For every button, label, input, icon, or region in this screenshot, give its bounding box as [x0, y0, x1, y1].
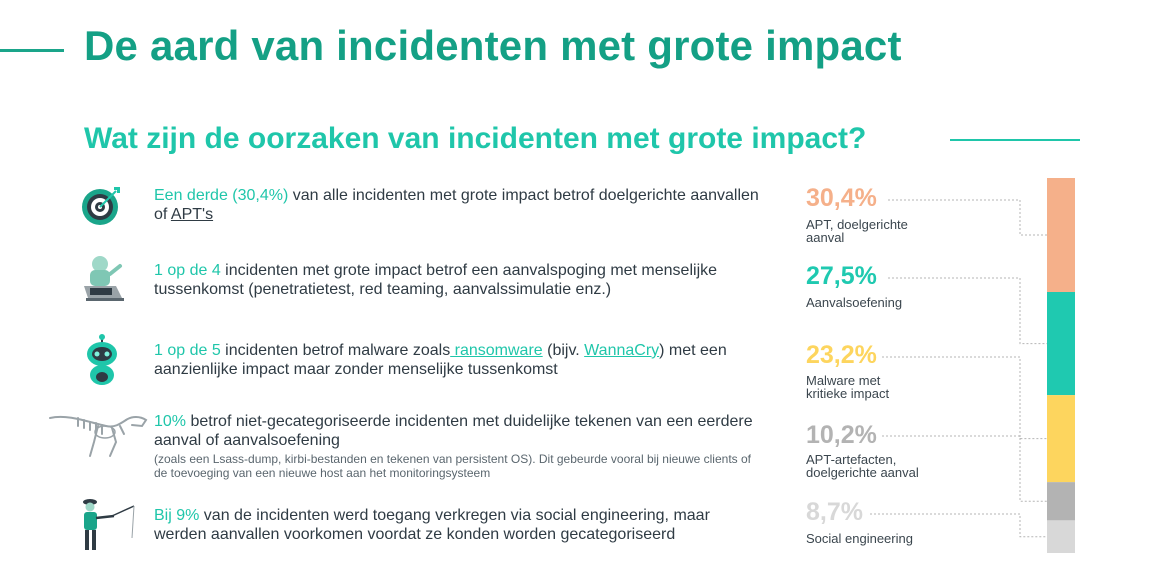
value-label: 23,2%: [806, 341, 877, 369]
item-text: (bijv.: [542, 342, 585, 359]
category-label: APT-artefacten, doelgerichte aanval: [806, 452, 919, 480]
bar-segment: [1047, 292, 1075, 395]
item-footnote: (zoals een Lsass-dump, kirbi-bestanden en tekenen van persistent OS). Dit gebeurde vooral bij nieuwe clients of de toevoeging van een nieuwe host aan het monitoringsysteem: [154, 452, 751, 480]
item-text: van de incidenten werd toegang verkregen via social engineering, maar werden aanvallen voorkomen voordat ze konden worden gecategoriseerd: [154, 507, 710, 543]
item-highlight: Een derde (30,4%): [154, 187, 289, 204]
bar-segment: [1047, 482, 1075, 520]
category-label: APT, doelgerichte aanval: [806, 217, 908, 245]
item-text: betrof niet-gecategoriseerde incidenten met duidelijke tekenen van een eerdere aanval of aanvalsoefening: [154, 413, 753, 449]
ransomware-link[interactable]: ransomware: [450, 342, 543, 359]
wannacry-link[interactable]: WannaCry: [584, 342, 660, 359]
item-text: incidenten betrof malware zoals: [220, 342, 451, 359]
value-label: 27,5%: [806, 262, 877, 290]
item-highlight: 10%: [154, 413, 187, 430]
leader-line: [888, 278, 1047, 344]
category-label: Malware met kritieke impact: [806, 373, 890, 401]
item-highlight: 1 op de 4: [154, 262, 221, 279]
item-highlight: Bij 9%: [154, 507, 200, 524]
item-text: van alle incidenten met grote impact betrof doelgerichte aanvallen of: [154, 187, 759, 223]
value-label: 30,4%: [806, 184, 877, 212]
item-highlight: 1 op de 5: [154, 342, 221, 359]
value-label: 10,2%: [806, 421, 877, 449]
item-text: ) met een aanzienlijke impact maar zonder menselijke tussenkomst: [154, 342, 727, 378]
page-subtitle: Wat zijn de oorzaken van incidenten met grote impact?: [84, 122, 867, 155]
bar-segment: [1047, 395, 1075, 482]
item-text: incidenten met grote impact betrof een aanvalspoging met menselijke tussenkomst (penetratietest, red teaming, aanvalssimulatie enz.): [154, 262, 718, 298]
leader-line: [888, 200, 1047, 235]
apt-link[interactable]: APT's: [170, 206, 214, 223]
value-label: 8,7%: [806, 498, 863, 526]
category-label: Social engineering: [806, 531, 913, 546]
leader-line: [882, 436, 1047, 501]
category-label: Aanvalsoefening: [806, 295, 903, 310]
bar-segment: [1047, 178, 1075, 292]
leader-line: [882, 357, 1047, 439]
page-title: De aard van incidenten met grote impact: [84, 22, 902, 69]
bar-segment: [1047, 520, 1075, 553]
leader-line: [870, 514, 1047, 537]
